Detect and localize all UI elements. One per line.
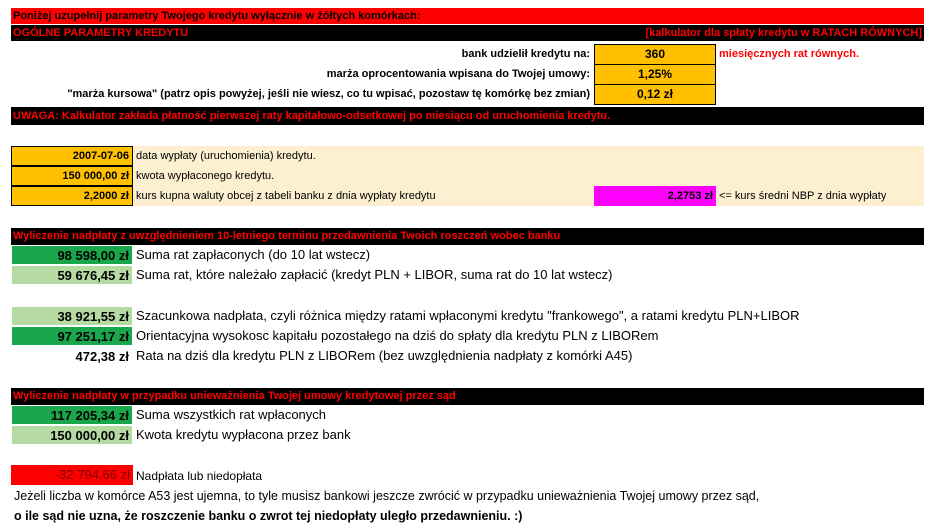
warning-bar (11, 107, 924, 125)
fx-rate-input[interactable]: 2,2000 zł (11, 186, 133, 206)
overpayment-estimate-value: 38 921,55 zł (11, 306, 133, 326)
title-right: [kalkulator dla spłaty kredytu w RATACH RÓWNYCH] (645, 27, 922, 39)
warning-text: UWAGA: Kalkulator zakłada płatność pierwszej raty kapitałowo-odsetkowej po miesiącu od uruchomienia kredytu. (13, 110, 611, 122)
section1-title: Wyliczenie nadpłaty z uwzględnieniem 10-letniego terminu przedawnienia Twoich roszczeń wobec banku (13, 230, 561, 242)
all-paid-installments-label: Suma wszystkich rat wpłaconych (136, 407, 327, 422)
current-installment-label: Rata na dziś dla kredytu PLN z LIBORem (bez uwzględnienia nadpłaty z komórki A45) (136, 348, 633, 363)
margin-label: marża oprocentowania wpisana do Twojej umowy: (326, 68, 590, 80)
instruction-bar (11, 8, 924, 24)
paid-installments-value: 98 598,00 zł (11, 245, 133, 265)
months-note: miesięcznych rat równych. (719, 48, 859, 60)
current-installment-value: 472,38 zł (11, 346, 133, 366)
loan-amount-label: kwota wypłaconego kredytu. (136, 170, 275, 182)
result-label: Nadpłata lub niedopłata (136, 469, 263, 483)
fx-rate-label: kurs kupna waluty obcej z tabeli banku z dnia wypłaty kredytu (136, 190, 436, 202)
nbp-rate-label: <= kurs średni NBP z dnia wypłaty (719, 190, 887, 202)
loan-paid-by-bank-label: Kwota kredytu wypłacona przez bank (136, 427, 351, 442)
remaining-capital-value: 97 251,17 zł (11, 326, 133, 346)
months-input[interactable]: 360 (594, 44, 716, 65)
loan-date-input[interactable]: 2007-07-06 (11, 146, 133, 166)
fx-margin-label: "marża kursowa" (patrz opis powyżej, jeśli nie wiesz, co tu wpisać, pozostaw tę komórkę bez zmian) (67, 88, 590, 100)
footer-line-2: o ile sąd nie uzna, że roszczenie banku o zwrot tej niedopłaty uległo przedawnieniu. :) (14, 509, 523, 523)
footer-line-1: Jeżeli liczba w komórce A53 jest ujemna, to tyle musisz bankowi jeszcze zwrócić w przypadku unieważnienia Twojej umowy przez sąd, (14, 489, 760, 503)
due-installments-value: 59 676,45 zł (11, 265, 133, 285)
all-paid-installments-value: 117 205,34 zł (11, 405, 133, 425)
paid-installments-label: Suma rat zapłaconych (do 10 lat wstecz) (136, 247, 371, 262)
months-label: bank udzielił kredytu na: (461, 48, 590, 60)
overpayment-estimate-label: Szacunkowa nadpłata, czyli różnica między ratami wpłaconymi kredytu "frankowego", a ratami kredytu PLN+LIBOR (136, 308, 800, 323)
fx-margin-input[interactable]: 0,12 zł (594, 84, 716, 105)
title-bar (11, 25, 924, 41)
nbp-rate-value: 2,2753 zł (594, 186, 716, 206)
section2-title: Wyliczenie nadpłaty w przypadku unieważnienia Twojej umowy kredytowej przez sąd (13, 390, 456, 402)
remaining-capital-label: Orientacyjna wysokosc kapitału pozostałego na dziś do spłaty dla kredytu PLN z LIBORem (136, 328, 659, 343)
result-value: -32 794,66 zł (11, 465, 133, 485)
margin-input[interactable]: 1,25% (594, 64, 716, 85)
loan-date-label: data wypłaty (uruchomienia) kredytu. (136, 150, 316, 162)
loan-paid-by-bank-value: 150 000,00 zł (11, 425, 133, 445)
section1-title-bar (11, 228, 924, 245)
section2-title-bar (11, 388, 924, 405)
due-installments-label: Suma rat, które należało zapłacić (kredyt PLN + LIBOR, suma rat do 10 lat wstecz) (136, 267, 613, 282)
title-left: OGÓLNE PARAMETRY KREDYTU (13, 27, 189, 39)
instruction-text: Poniżej uzupełnij parametry Twojego kredytu wyłącznie w żółtych komórkach: (13, 10, 421, 22)
loan-amount-input[interactable]: 150 000,00 zł (11, 166, 133, 186)
